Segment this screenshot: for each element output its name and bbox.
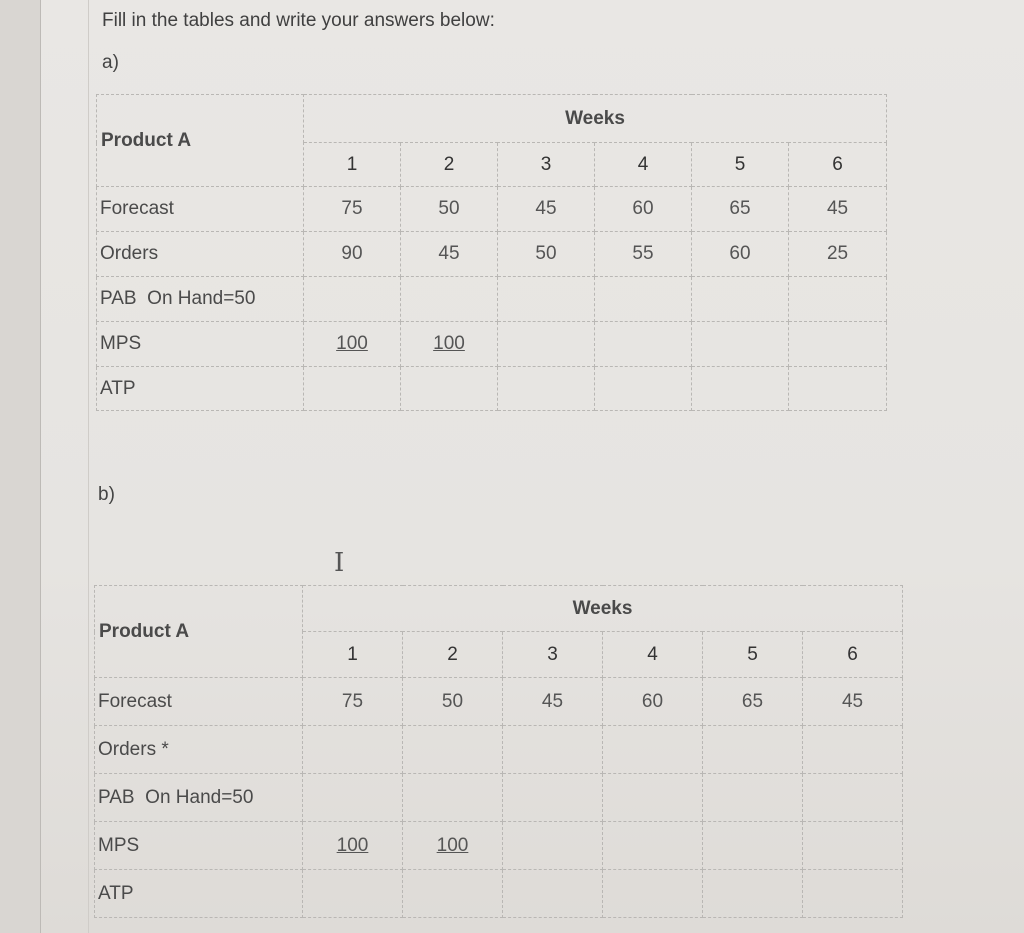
table-row-mps <box>95 822 903 870</box>
page-margin-line <box>88 0 89 933</box>
table-row-orders <box>97 232 887 277</box>
table-row-pab <box>95 774 903 822</box>
table-cell[interactable]: 50 <box>403 678 503 726</box>
table-cell[interactable] <box>703 774 803 822</box>
product-label: Product A <box>95 586 303 678</box>
row-label: PAB On Hand=50 <box>95 774 303 822</box>
table-row-atp <box>97 367 887 411</box>
table-cell[interactable]: 50 <box>498 232 595 277</box>
week-number: 4 <box>603 632 703 678</box>
product-label: Product A <box>97 95 304 187</box>
table-cell[interactable]: 45 <box>503 678 603 726</box>
table-cell[interactable] <box>503 774 603 822</box>
week-number: 6 <box>789 143 887 187</box>
table-cell[interactable] <box>692 322 789 367</box>
row-label: PAB On Hand=50 <box>97 277 304 322</box>
row-label: ATP <box>97 367 304 411</box>
table-cell[interactable] <box>692 277 789 322</box>
table-cell[interactable] <box>789 367 887 411</box>
table-cell[interactable] <box>498 277 595 322</box>
table-cell[interactable] <box>803 774 903 822</box>
table-cell[interactable] <box>703 726 803 774</box>
table-cell[interactable]: 55 <box>595 232 692 277</box>
week-number: 2 <box>403 632 503 678</box>
instruction-text: Fill in the tables and write your answers below: <box>102 10 495 31</box>
table-cell[interactable] <box>403 726 503 774</box>
table-cell[interactable]: 45 <box>789 187 887 232</box>
row-label: Forecast <box>95 678 303 726</box>
row-label: Orders <box>97 232 304 277</box>
table-cell[interactable] <box>603 726 703 774</box>
table-cell[interactable] <box>304 277 401 322</box>
table-cell[interactable]: 90 <box>304 232 401 277</box>
table-cell[interactable] <box>803 726 903 774</box>
table-cell[interactable]: 100 <box>401 322 498 367</box>
table-cell[interactable] <box>603 822 703 870</box>
week-number: 1 <box>303 632 403 678</box>
table-cell[interactable] <box>789 277 887 322</box>
table-cell[interactable] <box>401 277 498 322</box>
table-cell[interactable] <box>303 870 403 918</box>
weeks-header: Weeks <box>303 586 903 632</box>
table-cell[interactable]: 100 <box>303 822 403 870</box>
table-row-forecast <box>97 187 887 232</box>
table-cell[interactable] <box>703 822 803 870</box>
table-row-pab <box>97 277 887 322</box>
table-cell[interactable] <box>603 870 703 918</box>
table-cell[interactable] <box>303 726 403 774</box>
table-cell[interactable] <box>595 277 692 322</box>
table-cell[interactable] <box>692 367 789 411</box>
table-cell[interactable]: 75 <box>303 678 403 726</box>
table-cell[interactable] <box>498 322 595 367</box>
table-cell[interactable] <box>498 367 595 411</box>
table-cell[interactable] <box>789 322 887 367</box>
table-row-atp <box>95 870 903 918</box>
part-b-label: b) <box>98 484 115 505</box>
week-number: 6 <box>803 632 903 678</box>
table-cell[interactable] <box>503 726 603 774</box>
table-cell[interactable] <box>595 322 692 367</box>
table-row-mps <box>97 322 887 367</box>
table-cell[interactable] <box>401 367 498 411</box>
week-number: 2 <box>401 143 498 187</box>
row-label: MPS <box>95 822 303 870</box>
table-cell[interactable]: 60 <box>595 187 692 232</box>
text-cursor-icon: I <box>334 548 345 578</box>
table-cell[interactable] <box>303 774 403 822</box>
table-cell[interactable]: 50 <box>401 187 498 232</box>
table-cell[interactable] <box>304 367 401 411</box>
table-cell[interactable] <box>503 822 603 870</box>
table-cell[interactable]: 60 <box>692 232 789 277</box>
part-a-label: a) <box>102 52 119 73</box>
table-cell[interactable]: 75 <box>304 187 401 232</box>
table-cell[interactable] <box>403 870 503 918</box>
table-cell[interactable]: 45 <box>498 187 595 232</box>
table-cell[interactable]: 25 <box>789 232 887 277</box>
row-label: ATP <box>95 870 303 918</box>
table-cell[interactable]: 65 <box>692 187 789 232</box>
table-row-orders <box>95 726 903 774</box>
mps-table-b <box>94 585 903 918</box>
week-number: 5 <box>703 632 803 678</box>
row-label: Forecast <box>97 187 304 232</box>
weeks-header: Weeks <box>304 95 887 143</box>
table-cell[interactable] <box>603 774 703 822</box>
table-cell[interactable] <box>595 367 692 411</box>
table-cell[interactable] <box>803 870 903 918</box>
table-cell[interactable] <box>403 774 503 822</box>
table-cell[interactable] <box>803 822 903 870</box>
table-cell[interactable]: 100 <box>304 322 401 367</box>
table-cell[interactable]: 60 <box>603 678 703 726</box>
table-cell[interactable] <box>703 870 803 918</box>
mps-table-a <box>96 94 887 411</box>
table-cell[interactable]: 100 <box>403 822 503 870</box>
table-cell[interactable]: 45 <box>803 678 903 726</box>
week-number: 3 <box>498 143 595 187</box>
week-number: 1 <box>304 143 401 187</box>
table-row-forecast <box>95 678 903 726</box>
table-cell[interactable]: 65 <box>703 678 803 726</box>
week-number: 3 <box>503 632 603 678</box>
table-cell[interactable]: 45 <box>401 232 498 277</box>
week-number: 5 <box>692 143 789 187</box>
week-number: 4 <box>595 143 692 187</box>
table-cell[interactable] <box>503 870 603 918</box>
row-label: MPS <box>97 322 304 367</box>
row-label: Orders * <box>95 726 303 774</box>
